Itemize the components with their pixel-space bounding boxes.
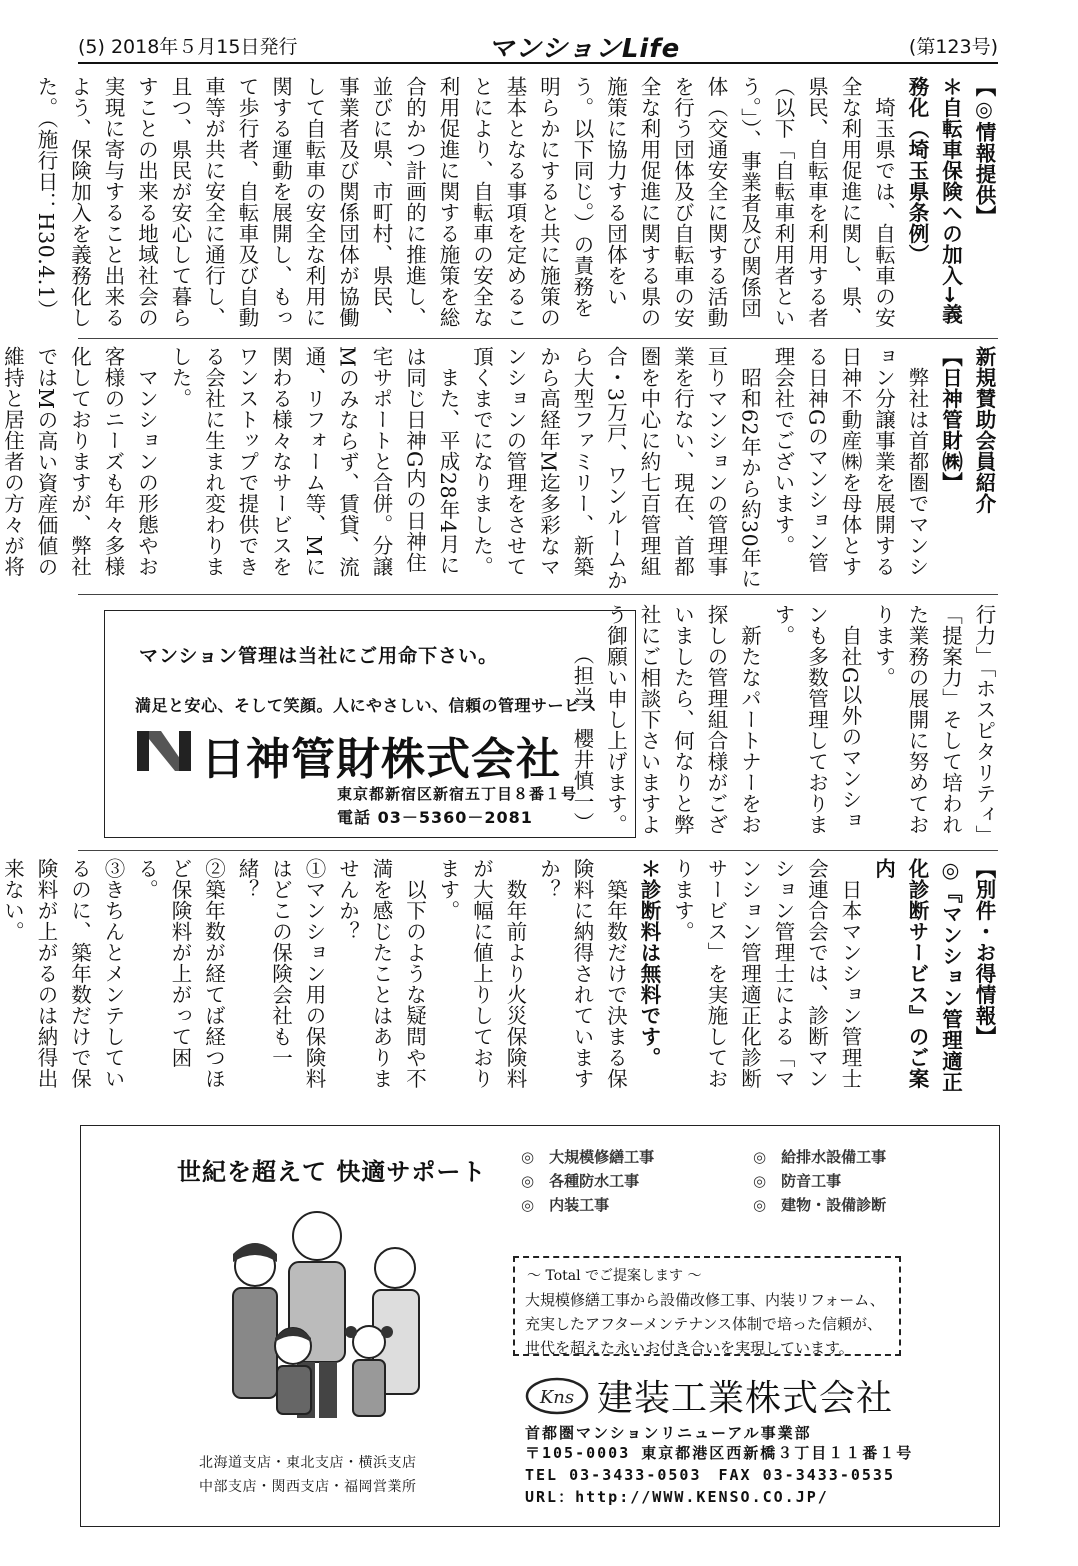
kenso-service-item: ◎ 建物・設備診断 xyxy=(753,1196,887,1214)
special-article xyxy=(0,858,1000,1108)
family-illustration-icon xyxy=(197,1196,447,1432)
kenso-proposal-line: 充実したアフターメンテナンス体制で培った信頼が、 xyxy=(525,1315,883,1333)
kenso-logo-icon xyxy=(525,1376,589,1416)
kenso-service-item: ◎ 内装工事 xyxy=(521,1196,610,1214)
member-p4: マンションの形態やお客様のニーズも年々多様化しておりますが、弊社ではMの高い資産価値の維持と居住者の方々が将 xyxy=(0,346,159,578)
issue-number: (第123号) xyxy=(908,36,998,58)
kenso-proposal-line: 世代を超えた永いお付き合いを実現しています。 xyxy=(525,1339,854,1357)
nisshin-slogan: 満足と安心、そして笑顔。人にやさしい、信頼の管理サービス xyxy=(135,696,598,715)
member-p6: 自社G以外のマンションも多数管理しております。 xyxy=(771,604,862,835)
special-label: 【別件・お得情報】 xyxy=(972,858,996,1047)
member-p3: また、平成28年4月には同じ日神G内の日神住宅サポートと合併。分譲Mのみならず、賃貸、流通、リフォーム等、Mに関わる様々なサービスをワンストップで提供できる会社に生まれ変わりました。 xyxy=(168,346,460,578)
kenso-service-item: ◎ 防音工事 xyxy=(753,1172,842,1190)
issue-date: (5) 2018年５月15日発行 xyxy=(78,36,298,58)
nisshin-tagline: マンション管理は当社にご用命下さい。 xyxy=(139,645,499,667)
divider-2 xyxy=(78,594,998,595)
info-article xyxy=(34,76,1000,338)
member-article-lower xyxy=(570,604,1000,840)
kenso-service-item: ◎ 各種防水工事 xyxy=(521,1172,640,1190)
special-q3: ③きちんとメンテしているのに、築年数だけで保険料が上がるのは納得出来ない。 xyxy=(0,858,125,1089)
member-p7: 新たなパートナーをお探しの管理組合様がございましたら、何なりと弊社にご相談下さいますよう御願い申し上げます。 xyxy=(603,604,762,835)
kenso-service-item: ◎ 大規模修繕工事 xyxy=(521,1148,655,1166)
special-q2: ②築年数が経てば経つほど保険料が上がって困る。 xyxy=(134,858,226,1089)
special-note: ＊診断料は無料です。 xyxy=(637,858,661,1068)
kenso-ad xyxy=(80,1125,1000,1527)
member-sign: （担当 櫻井慎一） xyxy=(570,644,594,833)
kenso-address: 〒105-0003 東京都港区西新橋３丁目１１番１号 xyxy=(525,1444,914,1462)
special-p4: 以下のような疑問や不満を感じたことはありませんか？ xyxy=(335,858,427,1089)
kenso-proposal-title: ～ Total でご提案します ～ xyxy=(527,1268,702,1284)
kenso-tel-fax: TEL 03-3433-0503 FAX 03-3433-0535 xyxy=(525,1466,895,1484)
divider-1 xyxy=(78,338,998,339)
member-company: 【日神管財㈱】 xyxy=(938,346,963,493)
special-p1: 日本マンション管理士会連合会では、診断マンション管理士による「マンション管理適正化診断サービス」を実施しております。 xyxy=(670,858,862,1089)
svg-text:Kns: Kns xyxy=(539,1387,575,1408)
info-body: 埼玉県では、自転車の安全な利用促進に関し、県、県民、自転車を利用する者（以下「自転車利用者という。」）、事業者及び関係団体（交通安全に関する活動を行う団体及び自転車の安全な利用促進に関する県の施策に協力する団体をいう。以下同じ。）の責務を明らかにすると共に施策の基本となる事項を定めることにより、自転車の安全な利用促進に関する施策を総合的かつ計画的に推進し、並びに県、市町村、県民、事業者及び関係団体が協働して自転車の安全な利用に関する運動を展開し、もって歩行者、自転車及び自動車等が共に安全に通行し、且つ、県民が安心して暮らすことの出来る地域社会の実現に寄与すること出来るよう、保険加入を義務化した。（施行日：H30.4.1） xyxy=(34,76,896,328)
nisshin-company-name: 日神管財株式会社 xyxy=(201,734,561,785)
member-p1: 弊社は首都圏でマンション分譲事業を展開する日神不動産㈱を母体とする日神Gのマンション管理会社でございます。 xyxy=(771,346,929,577)
kenso-proposal-line: 大規模修繕工事から設備改修工事、内装リフォーム、 xyxy=(525,1291,885,1309)
special-title: ◎『マンション管理適正化診断サービス』のご案内 xyxy=(871,858,963,1093)
special-p3: 数年前より火災保険料が大幅に値上りしております。 xyxy=(436,858,527,1089)
special-q1: ①マンション用の保険料はどこの保険会社も一緒？ xyxy=(235,858,326,1089)
kenso-branches-1: 北海道支店・東北支店・横浜支店 xyxy=(199,1455,417,1471)
masthead-title: マンションLife xyxy=(488,34,681,64)
page-header xyxy=(78,28,998,62)
kenso-proposal-box xyxy=(513,1256,901,1356)
info-label: 【◎情報提供】 xyxy=(972,76,996,227)
info-title: ＊自転車保険への加入→義務化（埼玉県条例） xyxy=(905,76,963,325)
header-rule xyxy=(78,62,998,64)
kenso-tagline: 世紀を超えて 快適サポート xyxy=(177,1158,487,1186)
nisshin-tel: 電話 03－5360－2081 xyxy=(337,808,533,827)
member-p2: 昭和62年から約30年に亘りマンションの管理事業を行ない、現在、首都圏を中心に約七百管理組合・3万戸、ワンルームから大型ファミリー、新築から高経年M迄多彩なマンションの管理をさせて頂くまでになりました。 xyxy=(469,346,762,591)
kenso-service-item: ◎ 給排水設備工事 xyxy=(753,1148,887,1166)
nisshin-address: 東京都新宿区新宿五丁目８番１号 xyxy=(337,785,578,803)
divider-3 xyxy=(78,850,998,851)
member-p5: 行力」「ホスピタリティ」「提案力」そして培われた業務の展開に努めております。 xyxy=(871,604,996,836)
kenso-company-name: 建装工業株式会社 xyxy=(597,1378,894,1419)
nisshin-ad xyxy=(104,610,636,838)
kenso-branches-2: 中部支店・関西支店・福岡営業所 xyxy=(199,1479,417,1495)
member-article-upper xyxy=(0,346,1000,592)
kenso-url[interactable]: URL：http://WWW.KENSO.CO.JP/ xyxy=(525,1488,829,1506)
kenso-division: 首都圏マンションリニューアル事業部 xyxy=(525,1424,812,1442)
special-p2: 築年数だけで決まる保険料に納得されていますか？ xyxy=(536,858,628,1089)
nisshin-logo-icon xyxy=(135,727,195,775)
member-title: 新規賛助会員紹介 xyxy=(972,346,996,514)
